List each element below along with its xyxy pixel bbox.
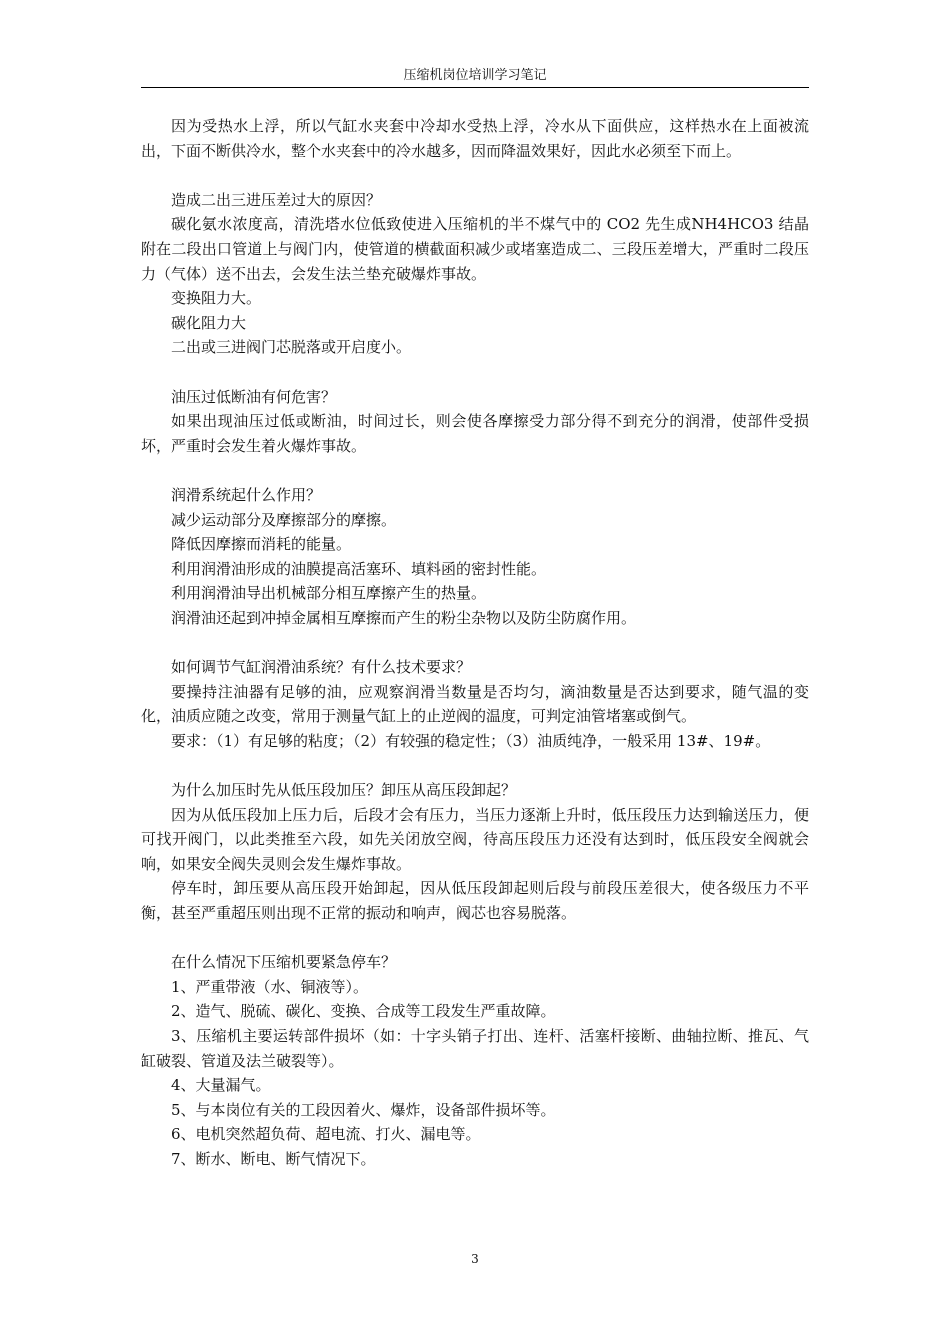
paragraph-gap xyxy=(141,163,809,188)
paragraph: 要操持注油器有足够的油，应观察润滑当数量是否均匀，滴油数量是否达到要求，随气温的变化，油质应随之改变，常用于测量气缸上的止逆阀的温度，可判定油管堵塞或倒气。 xyxy=(141,682,809,726)
paragraph-gap xyxy=(141,753,809,778)
paragraph: 碳化氨水浓度高，清洗塔水位低致使进入压缩机的半不煤气中的 CO2 先生成NH4HCO3 结晶附在二段出口管道上与阀门内，使管道的横截面积减少或堵塞造成二、三段压差增大，严重时二段压力（气体）送不出去，会发生法兰垫充破爆炸事故。 xyxy=(141,215,809,283)
paragraph-gap xyxy=(141,360,809,385)
list-item: 4、大量漏气。 xyxy=(171,1076,271,1095)
paragraph: 减少运动部分及摩擦部分的摩擦。 xyxy=(171,510,397,529)
paragraph: 要求：（1）有足够的粘度；（2）有较强的稳定性；（3）油质纯净，一般采用 13#、19#。 xyxy=(171,731,771,750)
question-heading: 如何调节气缸润滑油系统？有什么技术要求？ xyxy=(171,658,472,677)
list-item: 2、造气、脱硫、碳化、变换、合成等工段发生严重故障。 xyxy=(171,1002,556,1021)
page-number: 3 xyxy=(471,1252,479,1266)
list-item: 7、断水、断电、断气情况下。 xyxy=(171,1149,376,1168)
paragraph: 降低因摩擦而消耗的能量。 xyxy=(171,535,352,554)
list-item: 6、电机突然超负荷、超电流、打火、漏电等。 xyxy=(171,1125,481,1144)
paragraph: 利用润滑油形成的油膜提高活塞环、填料函的密封性能。 xyxy=(171,559,547,578)
page-header-title: 压缩机岗位培训学习笔记 xyxy=(403,68,547,83)
question-heading: 油压过低断油有何危害？ xyxy=(171,387,337,406)
question-heading: 润滑系统起什么作用？ xyxy=(171,485,322,504)
paragraph: 如果出现油压过低或断油，时间过长，则会使各摩擦受力部分得不到充分的润滑，使部件受损坏，严重时会发生着火爆炸事故。 xyxy=(141,412,809,455)
paragraph-gap xyxy=(141,458,809,483)
paragraph: 变换阻力大。 xyxy=(171,289,262,308)
question-heading: 为什么加压时先从低压段加压？卸压从高压段卸起？ xyxy=(171,781,517,800)
paragraph: 停车时，卸压要从高压段开始卸起，因从低压段卸起则后段与前段压差很大，使各级压力不平衡，甚至严重超压则出现不正常的振动和响声，阀芯也容易脱落。 xyxy=(141,879,809,922)
paragraph: 利用润滑油导出机械部分相互摩擦产生的热量。 xyxy=(171,584,487,603)
list-item: 1、严重带液（水、铜液等）。 xyxy=(171,977,369,996)
header-divider xyxy=(141,87,809,88)
list-item: 5、与本岗位有关的工段因着火、爆炸，设备部件损坏等。 xyxy=(171,1100,556,1119)
paragraph: 因为从低压段加上压力后，后段才会有压力，当压力逐渐上升时，低压段压力达到输送压力，便可找开阀门，以此类推至六段，如先关闭放空阀，待高压段压力还没有达到时，低压段安全阀就会响，如果安全阀失灵则会发生爆炸事故。 xyxy=(141,805,809,873)
list-item: 3、压缩机主要运转部件损坏（如：十字头销子打出、连杆、活塞杆接断、曲轴拉断、推瓦、气缸破裂、管道及法兰破裂等）。 xyxy=(141,1026,809,1070)
paragraph: 因为受热水上浮，所以气缸水夹套中冷却水受热上浮，冷水从下面供应，这样热水在上面被流出，下面不断供冷水，整个水夹套中的冷水越多，因而降温效果好，因此水必须至下而上。 xyxy=(141,117,809,160)
question-heading: 在什么情况下压缩机要紧急停车？ xyxy=(171,953,397,972)
paragraph: 二出或三进阀门芯脱落或开启度小。 xyxy=(171,338,412,357)
document-body xyxy=(141,114,809,1172)
question-heading: 造成二出三进压差过大的原因？ xyxy=(171,190,382,209)
paragraph-gap xyxy=(141,630,809,655)
paragraph-gap xyxy=(141,926,809,951)
paragraph: 碳化阻力大 xyxy=(171,313,247,332)
paragraph: 润滑油还起到冲掉金属相互摩擦而产生的粉尘杂物以及防尘防腐作用。 xyxy=(171,608,637,627)
